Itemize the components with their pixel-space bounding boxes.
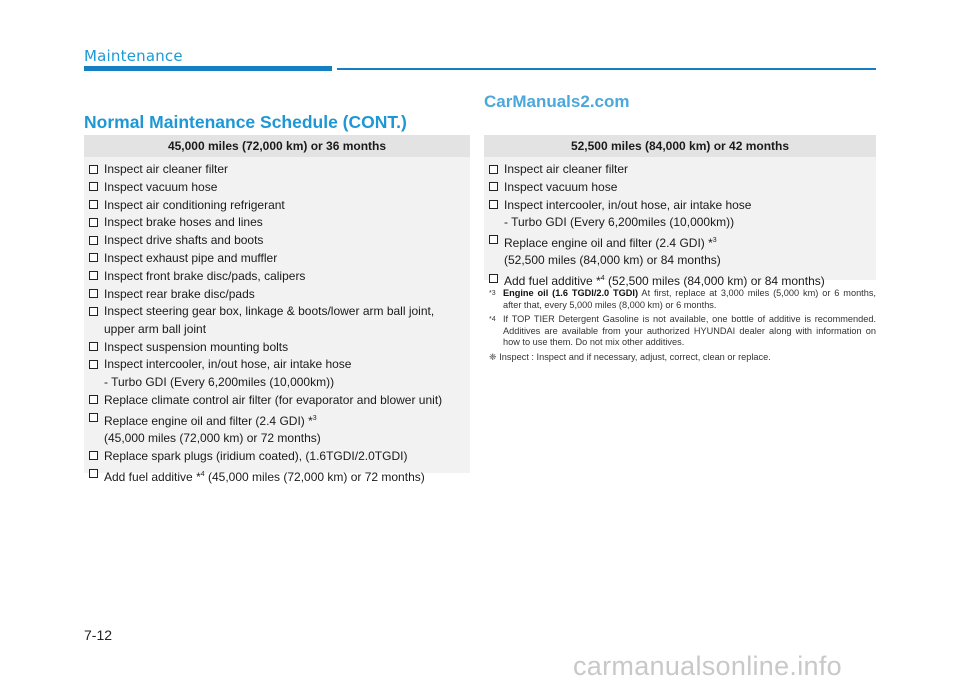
schedule-panel-52500 [484, 135, 876, 289]
checklist-item [84, 286, 470, 304]
checkbox-icon [89, 451, 98, 460]
checklist-item [84, 214, 470, 232]
panel-title: 52,500 miles (84,000 km) or 42 months [484, 135, 876, 157]
checkbox-icon [89, 165, 98, 174]
checklist-item [84, 268, 470, 286]
checklist [484, 157, 876, 295]
item-text: Replace climate control air filter (for evaporator and blower unit) [104, 392, 443, 407]
footnote-bold-label: Engine oil (1.6 TGDI/2.0 TGDI) [503, 288, 639, 298]
page-number: 7-12 [84, 627, 113, 643]
checkbox-icon [489, 165, 498, 174]
checklist [84, 157, 470, 490]
item-text: Inspect steering gear box, linkage & boots/lower arm ball joint, [104, 304, 435, 319]
footnote-ref: 4 [200, 470, 205, 478]
checkbox-icon [89, 200, 98, 209]
item-text: Inspect intercooler, in/out hose, air intake hose [504, 197, 752, 212]
item-text: Inspect exhaust pipe and muffler [104, 250, 278, 265]
checklist-item [84, 179, 470, 197]
checklist-item [84, 232, 470, 250]
footnote-3 [484, 288, 876, 311]
item-subtext: (45,000 miles (72,000 km) or 72 months) [104, 431, 321, 446]
item-text: Inspect intercooler, in/out hose, air intake hose [104, 357, 352, 372]
checkbox-icon [89, 342, 98, 351]
section-title: Maintenance [84, 47, 183, 65]
header-rule-thin [337, 68, 876, 70]
checkbox-icon [489, 235, 498, 244]
item-subtext: upper arm ball joint [104, 321, 207, 336]
checklist-item [84, 339, 470, 357]
checklist-item [484, 232, 876, 270]
footnote-text: At first, replace at 3,000 miles (5,000 km) or 6 months, after that, every 5,000 miles (8,000 km) or 6 months. [503, 288, 876, 310]
checkbox-icon [89, 395, 98, 404]
checkbox-icon [89, 271, 98, 280]
checklist-item [484, 161, 876, 179]
checkbox-icon [89, 236, 98, 245]
item-text: Replace engine oil and filter (2.4 GDI) * [104, 413, 313, 428]
item-subtext: - Turbo GDI (Every 6,200miles (10,000km)) [104, 374, 335, 389]
item-text: Replace engine oil and filter (2.4 GDI) * [504, 235, 713, 250]
item-text: Inspect air conditioning refrigerant [104, 197, 285, 212]
item-subtext: - Turbo GDI (Every 6,200miles (10,000km)) [504, 215, 735, 230]
watermark-logo-top[interactable]: CarManuals2.com [484, 92, 630, 111]
item-text: Inspect air cleaner filter [104, 162, 229, 176]
checklist-item [484, 179, 876, 197]
footnote-text: If TOP TIER Detergent Gasoline is not available, one bottle of additive is recommended. Additives are available from your authorized HYUNDAI dealer along with information on how to use them. Do not mix other additives. [503, 314, 876, 347]
item-text: Inspect air cleaner filter [504, 162, 629, 176]
checkbox-icon [489, 274, 498, 283]
watermark-footer[interactable]: carmanualsonline.info [573, 651, 842, 681]
item-text: Replace spark plugs (iridium coated), (1.6TGDI/2.0TGDI) [104, 448, 408, 463]
checkbox-icon [89, 360, 98, 369]
checkbox-icon [489, 200, 498, 209]
footnote-4 [484, 314, 876, 349]
footnotes [484, 288, 876, 363]
item-text: Inspect front brake disc/pads, calipers [104, 268, 306, 283]
checklist-item [84, 161, 470, 179]
schedule-panel-45000 [84, 135, 470, 484]
item-text: Inspect suspension mounting bolts [104, 339, 289, 354]
header-rule-thick [84, 66, 332, 71]
page-heading: Normal Maintenance Schedule (CONT.) [84, 112, 407, 132]
checklist-item [84, 392, 470, 410]
checkbox-icon [89, 218, 98, 227]
footnote-mark: *4 [489, 316, 496, 323]
checklist-item [484, 197, 876, 232]
item-text: Inspect vacuum hose [504, 179, 618, 194]
panel-title: 45,000 miles (72,000 km) or 36 months [84, 135, 470, 157]
checkbox-icon [89, 307, 98, 316]
item-text: Add fuel additive * [104, 469, 201, 484]
checkbox-icon [89, 469, 98, 478]
checklist-item [84, 448, 470, 466]
checklist-item [84, 356, 470, 391]
checkbox-icon [89, 182, 98, 191]
item-subtext: (52,500 miles (84,000 km) or 84 months) [504, 253, 721, 268]
item-text: Add fuel additive * [504, 274, 601, 289]
item-text: Inspect brake hoses and lines [104, 215, 263, 230]
footnote-ref: 3 [312, 414, 317, 422]
checklist-item [84, 466, 470, 487]
item-text-cont: (52,500 miles (84,000 km) or 84 months) [604, 274, 825, 289]
item-text: Inspect drive shafts and boots [104, 233, 264, 248]
footnote-ref: 4 [600, 275, 605, 283]
item-text-cont: (45,000 miles (72,000 km) or 72 months) [204, 469, 425, 484]
item-text: Inspect vacuum hose [104, 179, 218, 194]
footnote-ref: 3 [712, 236, 717, 244]
checklist-item [84, 250, 470, 268]
checklist-item [84, 197, 470, 215]
footnote-mark: *3 [489, 290, 496, 297]
checkbox-icon [489, 182, 498, 191]
item-text: Inspect rear brake disc/pads [104, 286, 255, 301]
checkbox-icon [89, 289, 98, 298]
checklist-item [84, 410, 470, 448]
checklist-item [84, 303, 470, 338]
checkbox-icon [89, 413, 98, 422]
inspect-note: ❈ Inspect : Inspect and if necessary, adjust, correct, clean or replace. [489, 351, 771, 362]
checkbox-icon [89, 253, 98, 262]
